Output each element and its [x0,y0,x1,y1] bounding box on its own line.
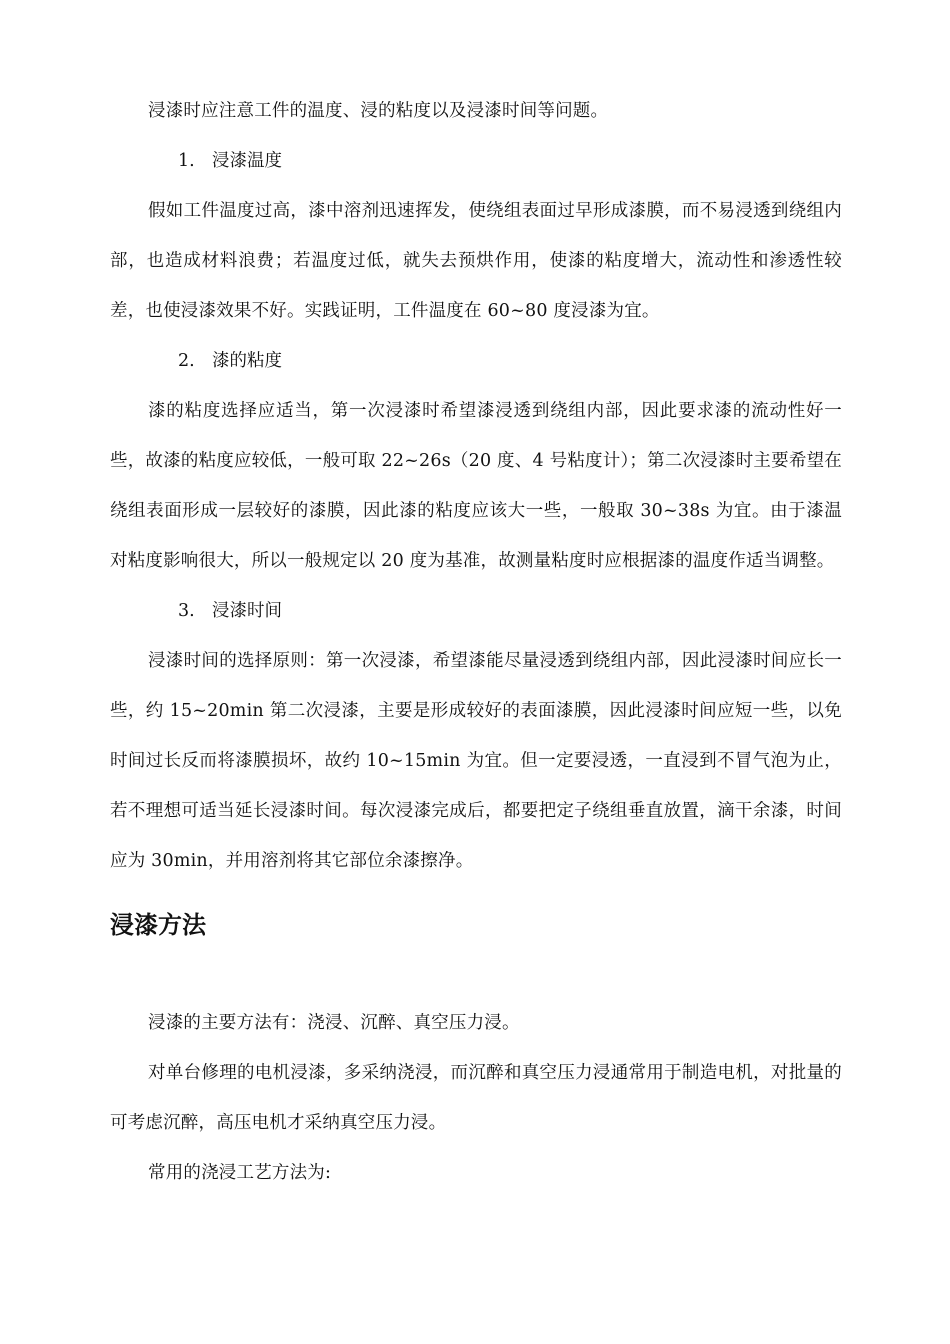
temperature-paragraph: 假如工件温度过高，漆中溶剂迅速挥发，使绕组表面过早形成漆膜，而不易浸透到绕组内部，也造成材料浪费；若温度过低，就失去预烘作用，使漆的粘度增大，流动性和渗透性较差，也使浸漆效果不好。实践证明，工件温度在 60~80 度浸漆为宜。 [110,201,842,321]
document-page [110,86,842,1198]
list-title: 浸漆时间 [212,601,282,621]
list-heading-viscosity [110,336,842,386]
section-title: 浸漆方法 [110,911,206,939]
list-heading-time [110,586,842,636]
list-heading-temperature [110,136,842,186]
list-title: 漆的粘度 [212,351,282,371]
intro-paragraph: 浸漆时应注意工件的温度、浸的粘度以及浸漆时间等问题。 [148,101,609,121]
list-number: 2. [178,351,195,371]
time-paragraph: 浸漆时间的选择原则：第一次浸漆，希望漆能尽量浸透到绕组内部，因此浸漆时间应长一些，约 15~20min 第二次浸漆，主要是形成较好的表面漆膜，因此浸漆时间应短一些，以免时间过长反而将漆膜损坏，故约 10~15min 为宜。但一定要浸透，一直浸到不冒气泡为止，若不理想可适当延长浸漆时间。每次浸漆完成后，都要把定子绕组垂直放置，滴干余漆，时间应为 30min，并用溶剂将其它部位余漆擦净。 [110,651,842,871]
viscosity-paragraph: 漆的粘度选择应适当，第一次浸漆时希望漆浸透到绕组内部，因此要求漆的流动性好一些，故漆的粘度应较低，一般可取 22~26s（20 度、4 号粘度计）；第二次浸漆时主要希望在绕组表面形成一层较好的漆膜，因此漆的粘度应该大一些，一般取 30~38s 为宜。由于漆温对粘度影响很大，所以一般规定以 20 度为基准，故测量粘度时应根据漆的温度作适当调整。 [110,401,842,571]
methods-paragraph: 浸漆的主要方法有：浇浸、沉醉、真空压力浸。 [148,1013,520,1033]
list-number: 1. [178,151,195,171]
list-number: 3. [178,601,195,621]
methods-usage-paragraph: 对单台修理的电机浸漆，多采纳浇浸，而沉醉和真空压力浸通常用于制造电机，对批量的可考虑沉醉，高压电机才采纳真空压力浸。 [110,1063,842,1133]
methods-process-paragraph: 常用的浇浸工艺方法为: [148,1163,332,1183]
list-title: 浸漆温度 [212,151,282,171]
